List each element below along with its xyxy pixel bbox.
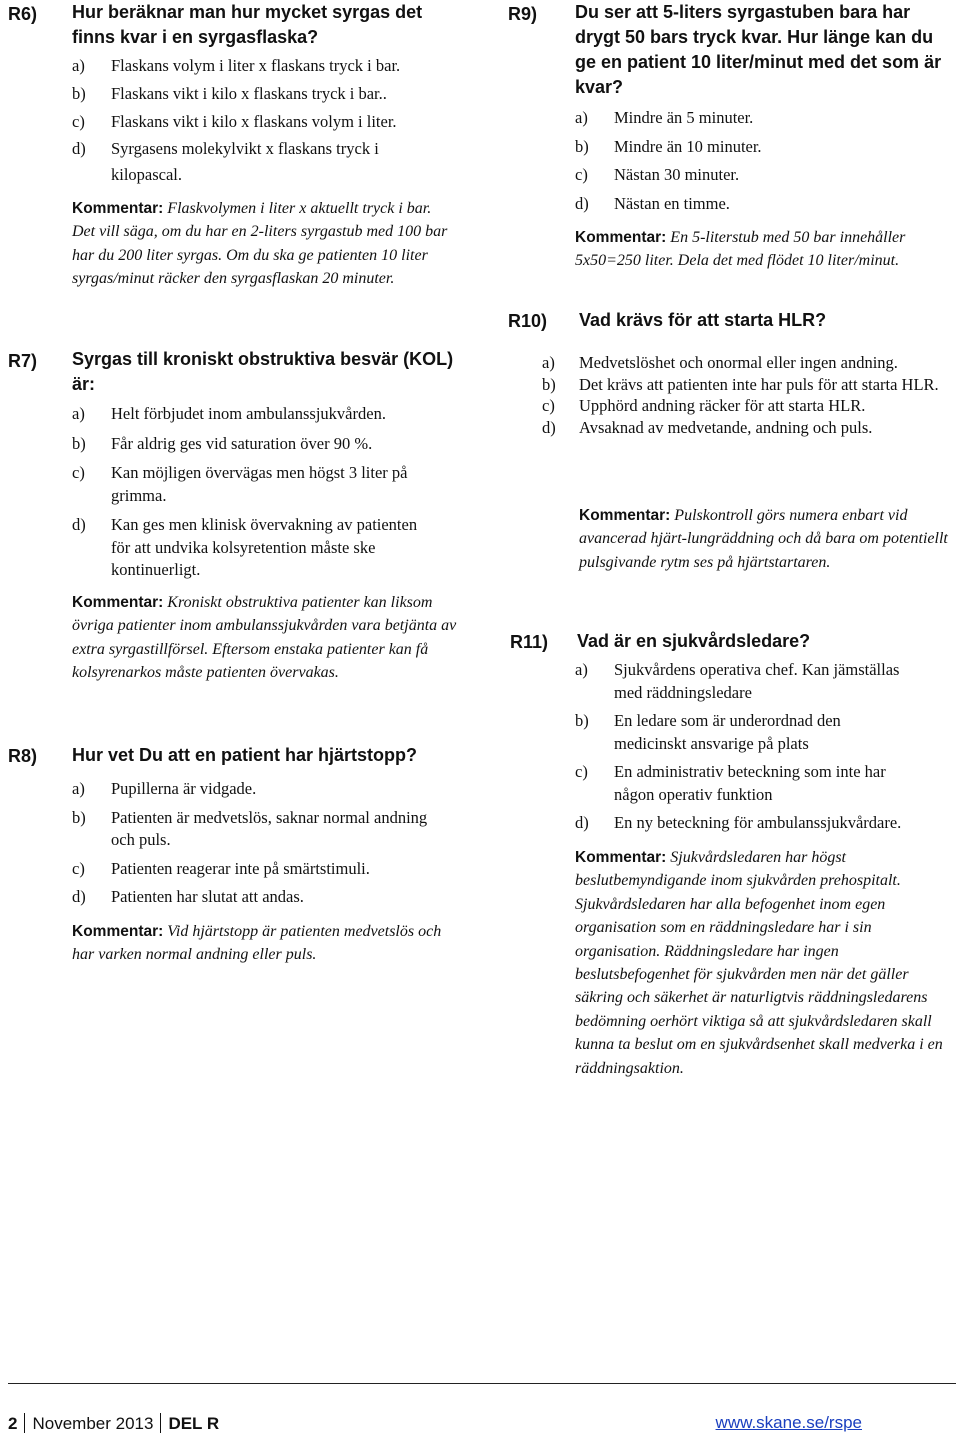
footer-separator [160,1413,161,1433]
question-title: Hur vet Du att en patient har hjärtstopp? [72,745,418,765]
option-list [575,659,955,835]
option-list [72,52,452,188]
question-title: Vad krävs för att starta HLR? [579,310,827,330]
question-number: R11) [510,632,549,652]
question-title: Du ser att 5-liters syrgastuben bara har drygt 50 bars tryck kvar. Hur länge kan du ge en patient 10 liter/minut med det som är kvar? [575,2,942,97]
option-a: a) Pupillerna är vidgade. [72,779,257,798]
option-d: d) Avsaknad av medvetande, andning och puls. [542,417,873,437]
option-a: a) Sjukvårdens operativa chef. Kan jämställas med räddningsledare [575,660,900,702]
question-number: R6) [8,4,38,24]
option-b: b) Mindre än 10 minuter. [575,136,762,156]
option-list [72,778,457,909]
option-b: b) Får aldrig ges vid saturation över 90 %. [72,433,373,453]
footer-rule [8,1383,956,1384]
comment: Kommentar: Pulskontroll görs numera enbart vid avancerad hjärt-lungräddning och då bara om potentiellt pulsgivande rytm ses på hjärtstartaren. [579,507,948,571]
question-number: R9) [508,4,538,24]
option-c: c) Kan möjligen övervägas men högst 3 liter på grimma. [72,463,408,505]
question-number: R8) [8,746,38,766]
comment: Kommentar: En 5-literstub med 50 bar innehåller 5x50=250 liter. Dela det med flödet 10 liter/minut. [575,229,906,270]
comment: Kommentar: Sjukvårdsledaren har högst beslutbemyndigande inom sjukvården prehospitalt. Sjukvårdsledaren har alla befogenhet inom egen organisation som en räddningsledare har i sin organisation. Räddningsledare har ingen beslutsbefogenhet för sjukvården men när det gäller säkring och säkerhet är naturligtvis räddningsledarens bedömning oerhört viktiga så att sjukvårdsledaren skall kunna ta beslut om en sjukvårdsenhet skall medverka i en räddningsaktion. [575,849,943,1077]
option-a: a) Mindre än 5 minuter. [575,108,754,127]
option-list [542,352,952,438]
comment: Kommentar: Flaskvolymen i liter x aktuellt tryck i bar. Det vill säga, om du har en 2-liters syrgastub med 100 bar har du 200 liter syrgas. Om du ska ge patienten 10 liter syrgas/minut räcker den syrgasflaskan 20 minuter. [72,200,448,288]
option-c: c) Patienten reagerar inte på smärtstimuli. [72,858,370,878]
option-d: d) Kan ges men klinisk övervakning av patienten för att undvika kolsyretention måste ske kontinuerligt. [72,515,418,579]
option-c: c) Upphörd andning räcker för att starta HLR. [542,396,866,415]
footer-separator [24,1413,25,1433]
option-a: a) Medvetslöshet och onormal eller ingen andning. [542,353,898,372]
option-d: d) Syrgasens molekylvikt x flaskans tryck i kilopascal. [72,139,379,184]
option-b: b) Det krävs att patienten inte har puls för att starta HLR. [542,374,939,394]
footer [8,1413,219,1435]
option-b: b) Flaskans vikt i kilo x flaskans tryck i bar.. [72,84,387,103]
option-list [575,104,955,218]
option-d: d) En ny beteckning för ambulanssjukvårdare. [575,813,902,832]
question-number: R10) [508,311,548,331]
option-c: c) En administrativ beteckning som inte har någon operativ funktion [575,762,886,804]
comment: Kommentar: Kroniskt obstruktiva patienter kan liksom övriga patienter inom ambulanssjukvården vara betjänta av extra syrgastillförsel. Eftersom enstaka patienter kan få kolsyrenarkos måste patienten övervakas. [72,594,457,682]
option-c: c) Flaskans vikt i kilo x flaskans volym i liter. [72,112,397,131]
question-number: R7) [8,351,38,371]
option-b: b) Patienten är medvetslös, saknar normal andning och puls. [72,807,428,849]
option-a: a) Flaskans volym i liter x flaskans tryck i bar. [72,56,401,75]
footer-section: DEL R [168,1414,220,1433]
footer-link[interactable]: www.skane.se/rspe [715,1413,862,1432]
comment: Kommentar: Vid hjärtstopp är patienten medvetslös och har varken normal andning eller puls. [72,923,442,964]
option-list [72,403,457,582]
option-a: a) Helt förbjudet inom ambulanssjukvården. [72,404,386,423]
option-b: b) En ledare som är underordnad den medicinskt ansvarige på plats [575,711,841,753]
option-d: d) Nästan en timme. [575,193,730,213]
option-c: c) Nästan 30 minuter. [575,165,740,184]
question-title: Hur beräknar man hur mycket syrgas det finns kvar i en syrgasflaska? [72,2,423,47]
option-d: d) Patienten har slutat att andas. [72,887,304,906]
page-number: 2 [8,1414,18,1433]
question-title: Syrgas till kroniskt obstruktiva besvär (KOL) är: [72,349,454,394]
question-title: Vad är en sjukvårdsledare? [577,631,811,651]
footer-date: November 2013 [32,1414,154,1433]
